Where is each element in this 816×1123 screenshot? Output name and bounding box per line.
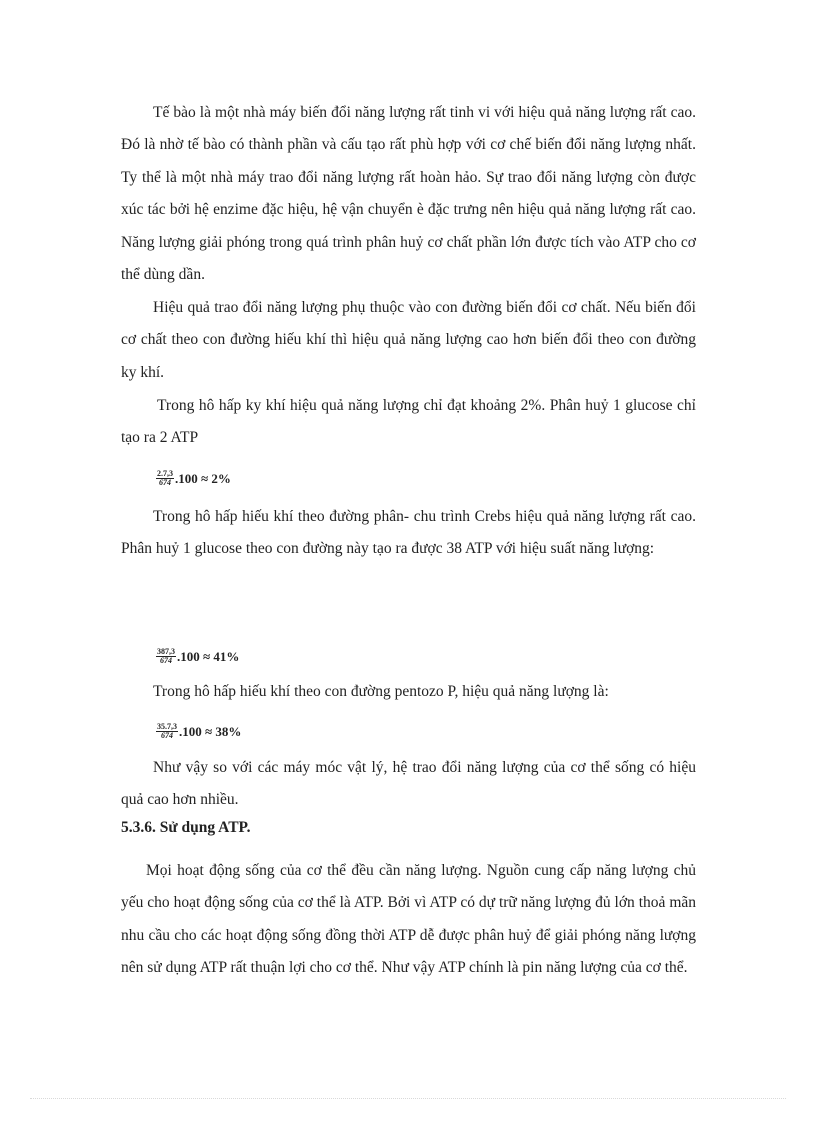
- formula-fraction: [156, 648, 176, 665]
- formula-numerator: 2.7,3: [157, 469, 173, 478]
- paragraph-pentose: Trong hô hấp hiếu khí theo con đường pentozo P, hiệu quả năng lượng là:: [153, 683, 609, 700]
- paragraph-aerobic-krebs: Trong hô hấp hiếu khí theo đường phân- chu trình Crebs hiệu quả năng lượng rất cao. Phân huỷ 1 glucose theo con đường này tạo ra được 38 ATP với hiệu suất năng lượng:: [121, 508, 696, 558]
- formula-numerator: 35.7,3: [157, 722, 177, 731]
- paragraph-comparison: Như vậy so với các máy móc vật lý, hệ trao đổi năng lượng của cơ thể sống có hiệu quả cao hơn nhiều.: [121, 759, 696, 809]
- section-heading: 5.3.6. Sử dụng ATP.: [121, 819, 251, 836]
- formula-denominator: 674: [161, 731, 173, 740]
- formula-anaerobic: [156, 470, 231, 487]
- formula-result: .100 ≈ 41%: [177, 648, 240, 664]
- formula-fraction: [156, 470, 174, 487]
- formula-denominator: 674: [159, 478, 171, 487]
- formula-result: .100 ≈ 38%: [179, 723, 242, 739]
- page-bottom-divider: [30, 1098, 786, 1099]
- paragraph-anaerobic: Trong hô hấp ky khí hiệu quả năng lượng chỉ đạt khoảng 2%. Phân huỷ 1 glucose chỉ tạo ra 2 ATP: [121, 397, 696, 447]
- paragraph-atp-usage: Mọi hoạt động sống của cơ thể đều cần năng lượng. Nguồn cung cấp năng lượng chủ yếu cho hoạt động sống của cơ thể là ATP. Bởi vì ATP có dự trữ năng lượng đủ lớn thoả mãn nhu cầu cho các hoạt động sống đồng thời ATP dễ được phân huỷ để giải phóng năng lượng nên sử dụng ATP rất thuận lợi cho cơ thể. Như vậy ATP chính là pin năng lượng của cơ thể.: [121, 862, 696, 977]
- formula-result: .100 ≈ 2%: [175, 470, 231, 486]
- formula-pentose: [156, 723, 241, 740]
- paragraph-efficiency-pathway: Hiệu quả trao đổi năng lượng phụ thuộc vào con đường biến đổi cơ chất. Nếu biến đổi cơ chất theo con đường hiếu khí thì hiệu quả năng lượng cao hơn biến đổi theo con đường ky khí.: [121, 299, 696, 381]
- paragraph-cell-energy: Tế bào là một nhà máy biến đổi năng lượng rất tinh vi với hiệu quả năng lượng rất cao. Đó là nhờ tế bào có thành phần và cấu tạo rất phù hợp với cơ chế biến đổi năng lượng nhất. Ty thể là một nhà máy trao đổi năng lượng rất hoàn hảo. Sự trao đổi năng lượng còn được xúc tác bởi hệ enzime đặc hiệu, hệ vận chuyển è đặc trưng nên hiệu quả năng lượng rất cao. Năng lượng giải phóng trong quá trình phân huỷ cơ chất phần lớn được tích vào ATP cho cơ thể dùng dần.: [121, 104, 696, 284]
- formula-fraction: [156, 723, 178, 740]
- formula-aerobic-krebs: [156, 648, 239, 665]
- formula-denominator: 674: [160, 656, 172, 665]
- formula-numerator: 387,3: [157, 647, 175, 656]
